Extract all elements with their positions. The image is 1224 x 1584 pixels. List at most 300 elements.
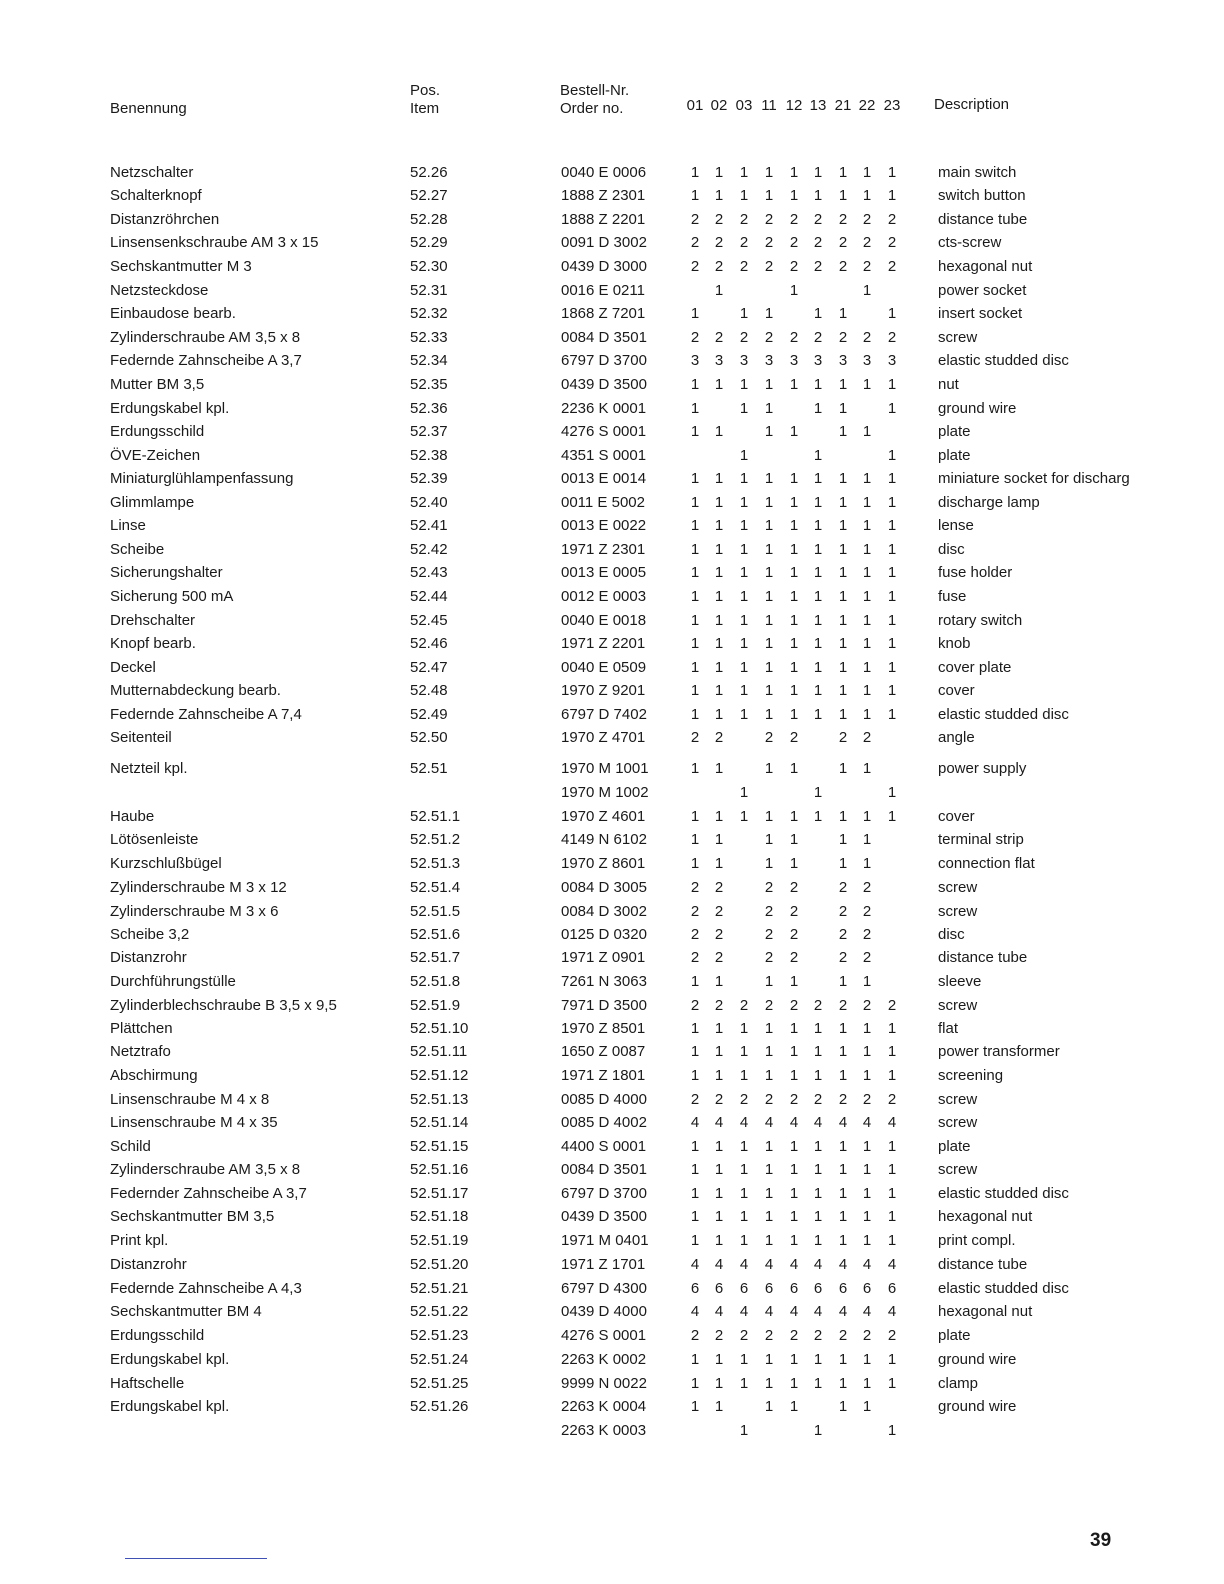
quantity-cell: 1 — [714, 973, 724, 990]
item-number: 52.26 — [410, 164, 448, 181]
order-number: 4276 S 0001 — [561, 1327, 647, 1344]
quantity-cell: 1 — [764, 305, 774, 322]
quantity-cell: 1 — [690, 1161, 700, 1178]
quantity-cell: 1 — [690, 541, 700, 558]
part-name: Deckel — [110, 659, 156, 676]
quantity-cell: 1 — [838, 831, 848, 848]
part-name: Scheibe — [110, 541, 165, 558]
table-row — [0, 829, 1224, 851]
quantity-cell: 1 — [690, 423, 700, 440]
item-number: 52.51.9 — [410, 997, 461, 1014]
item-number: 52.28 — [410, 211, 448, 228]
quantity-cell: 2 — [789, 1091, 799, 1108]
quantity-cell: 1 — [690, 517, 700, 534]
part-description: ground wire — [938, 1398, 1017, 1415]
table-row — [0, 1254, 1224, 1276]
part-description: ground wire — [938, 1351, 1017, 1368]
quantity-cell: 6 — [690, 1280, 700, 1297]
quantity-cell: 1 — [838, 541, 848, 558]
quantity-cell: 1 — [739, 659, 749, 676]
order-number: 2236 K 0001 — [561, 400, 647, 417]
quantity-cell: 2 — [813, 234, 823, 251]
order-number: 9999 N 0022 — [561, 1375, 647, 1392]
quantity-cell: 4 — [838, 1114, 848, 1131]
part-description: screw — [938, 879, 978, 896]
quantity-cell: 1 — [862, 1375, 872, 1392]
quantity-cell: 4 — [739, 1256, 749, 1273]
quantity-cell: 1 — [838, 494, 848, 511]
quantity-cell: 1 — [887, 447, 897, 464]
item-number: 52.35 — [410, 376, 448, 393]
quantity-cell: 2 — [789, 926, 799, 943]
quantity-cell: 1 — [739, 588, 749, 605]
quantity-cell: 1 — [690, 494, 700, 511]
part-name: ÖVE-Zeichen — [110, 447, 201, 464]
quantity-cell: 1 — [714, 423, 724, 440]
quantity-cell: 1 — [838, 1043, 848, 1060]
order-number: 7261 N 3063 — [561, 973, 647, 990]
quantity-cell: 1 — [838, 470, 848, 487]
quantity-cell: 1 — [690, 706, 700, 723]
quantity-cell: 2 — [789, 879, 799, 896]
quantity-cell: 1 — [690, 1185, 700, 1202]
part-name: Mutter BM 3,5 — [110, 376, 205, 393]
quantity-cell: 2 — [862, 997, 872, 1014]
quantity-cell: 2 — [714, 234, 724, 251]
order-number: 1971 M 0401 — [561, 1232, 649, 1249]
table-row — [0, 806, 1224, 828]
qty-column-header: 12 — [785, 97, 803, 114]
quantity-cell: 1 — [887, 1161, 897, 1178]
quantity-cell: 3 — [887, 352, 897, 369]
quantity-cell: 1 — [789, 423, 799, 440]
quantity-cell: 1 — [714, 635, 724, 652]
item-number: 52.51.24 — [410, 1351, 469, 1368]
quantity-cell: 1 — [813, 784, 823, 801]
quantity-cell: 1 — [764, 164, 774, 181]
quantity-cell: 2 — [764, 903, 774, 920]
quantity-cell: 1 — [764, 470, 774, 487]
quantity-cell: 1 — [789, 635, 799, 652]
table-row — [0, 1065, 1224, 1087]
quantity-cell: 1 — [838, 305, 848, 322]
part-description: sleeve — [938, 973, 982, 990]
quantity-cell: 1 — [813, 187, 823, 204]
order-number: 0091 D 3002 — [561, 234, 647, 251]
quantity-cell: 2 — [838, 729, 848, 746]
order-number: 0084 D 3002 — [561, 903, 647, 920]
quantity-cell: 6 — [789, 1280, 799, 1297]
part-name: Schild — [110, 1138, 151, 1155]
order-number: 1888 Z 2301 — [561, 187, 646, 204]
table-row — [0, 162, 1224, 184]
quantity-cell: 1 — [862, 612, 872, 629]
quantity-cell: 1 — [813, 1232, 823, 1249]
item-number: 52.51.23 — [410, 1327, 469, 1344]
item-number: 52.40 — [410, 494, 448, 511]
part-description: flat — [938, 1020, 959, 1037]
table-row — [0, 327, 1224, 349]
quantity-cell: 1 — [789, 612, 799, 629]
quantity-cell: 2 — [714, 329, 724, 346]
quantity-cell: 4 — [739, 1114, 749, 1131]
quantity-cell: 1 — [789, 1138, 799, 1155]
item-number: 52.51.14 — [410, 1114, 469, 1131]
quantity-cell: 3 — [764, 352, 774, 369]
quantity-cell: 1 — [714, 187, 724, 204]
quantity-cell: 1 — [764, 494, 774, 511]
quantity-cell: 1 — [714, 760, 724, 777]
quantity-cell: 1 — [690, 760, 700, 777]
quantity-cell: 2 — [813, 258, 823, 275]
item-number: 52.51.17 — [410, 1185, 469, 1202]
quantity-cell: 1 — [714, 494, 724, 511]
part-description: terminal strip — [938, 831, 1024, 848]
table-row — [0, 1230, 1224, 1252]
quantity-cell: 4 — [714, 1114, 724, 1131]
quantity-cell: 6 — [764, 1280, 774, 1297]
part-description: distance tube — [938, 211, 1028, 228]
quantity-cell: 1 — [789, 682, 799, 699]
quantity-cell: 1 — [838, 1020, 848, 1037]
order-number: 0085 D 4002 — [561, 1114, 647, 1131]
quantity-cell: 1 — [887, 564, 897, 581]
quantity-cell: 1 — [690, 682, 700, 699]
order-number: 0040 E 0006 — [561, 164, 647, 181]
part-name: Lötösenleiste — [110, 831, 199, 848]
quantity-cell: 2 — [789, 329, 799, 346]
quantity-cell: 2 — [887, 258, 897, 275]
part-description: power supply — [938, 760, 1027, 777]
quantity-cell: 1 — [862, 588, 872, 605]
quantity-cell: 2 — [764, 949, 774, 966]
quantity-cell: 1 — [714, 659, 724, 676]
order-number: 1970 Z 9201 — [561, 682, 646, 699]
item-number: 52.43 — [410, 564, 448, 581]
quantity-cell: 1 — [764, 1020, 774, 1037]
quantity-cell: 1 — [862, 187, 872, 204]
quantity-cell: 1 — [739, 1185, 749, 1202]
table-row — [0, 256, 1224, 278]
quantity-cell: 1 — [838, 423, 848, 440]
part-name: Durchführungstülle — [110, 973, 236, 990]
quantity-cell: 1 — [862, 1351, 872, 1368]
item-number: 52.31 — [410, 282, 448, 299]
quantity-cell: 1 — [838, 1067, 848, 1084]
quantity-cell: 1 — [690, 1375, 700, 1392]
quantity-cell: 2 — [887, 1327, 897, 1344]
qty-column-header: 01 — [686, 97, 704, 114]
table-row — [0, 586, 1224, 608]
part-name: Haube — [110, 808, 155, 825]
item-number: 52.37 — [410, 423, 448, 440]
quantity-cell: 4 — [690, 1256, 700, 1273]
table-row — [0, 610, 1224, 632]
quantity-cell: 1 — [862, 376, 872, 393]
quantity-cell: 1 — [813, 1161, 823, 1178]
quantity-cell: 2 — [789, 1327, 799, 1344]
item-number: 52.51.25 — [410, 1375, 469, 1392]
part-name: Federnder Zahnscheibe A 3,7 — [110, 1185, 307, 1202]
quantity-cell: 1 — [764, 1138, 774, 1155]
item-number: 52.39 — [410, 470, 448, 487]
quantity-cell: 2 — [690, 234, 700, 251]
quantity-cell: 2 — [764, 926, 774, 943]
quantity-cell: 1 — [739, 1232, 749, 1249]
quantity-cell: 1 — [887, 376, 897, 393]
item-number: 52.45 — [410, 612, 448, 629]
item-number: 52.51.1 — [410, 808, 461, 825]
item-number: 52.49 — [410, 706, 448, 723]
part-description: hexagonal nut — [938, 1303, 1033, 1320]
quantity-cell: 1 — [813, 1375, 823, 1392]
quantity-cell: 1 — [789, 760, 799, 777]
quantity-cell: 1 — [739, 706, 749, 723]
item-number: 52.51.8 — [410, 973, 461, 990]
quantity-cell: 2 — [714, 258, 724, 275]
quantity-cell: 1 — [887, 494, 897, 511]
quantity-cell: 1 — [764, 423, 774, 440]
part-description: angle — [938, 729, 975, 746]
quantity-cell: 1 — [714, 612, 724, 629]
quantity-cell: 2 — [789, 258, 799, 275]
quantity-cell: 1 — [714, 164, 724, 181]
table-row — [0, 1301, 1224, 1323]
quantity-cell: 2 — [714, 1327, 724, 1344]
quantity-cell: 1 — [838, 1375, 848, 1392]
order-number: 2263 K 0004 — [561, 1398, 647, 1415]
part-description: screw — [938, 1114, 978, 1131]
order-number: 6797 D 7402 — [561, 706, 647, 723]
quantity-cell: 2 — [739, 258, 749, 275]
quantity-cell: 1 — [813, 682, 823, 699]
table-row — [0, 1183, 1224, 1205]
quantity-cell: 1 — [887, 1043, 897, 1060]
quantity-cell: 1 — [813, 706, 823, 723]
part-description: plate — [938, 423, 971, 440]
part-description: elastic studded disc — [938, 706, 1069, 723]
quantity-cell: 1 — [739, 564, 749, 581]
quantity-cell: 1 — [887, 470, 897, 487]
quantity-cell: 1 — [714, 376, 724, 393]
quantity-cell: 4 — [690, 1114, 700, 1131]
table-row — [0, 539, 1224, 561]
quantity-cell: 2 — [739, 211, 749, 228]
table-row — [0, 853, 1224, 875]
quantity-cell: 3 — [714, 352, 724, 369]
part-description: knob — [938, 635, 971, 652]
quantity-cell: 6 — [714, 1280, 724, 1297]
quantity-cell: 1 — [739, 541, 749, 558]
quantity-cell: 1 — [813, 1020, 823, 1037]
quantity-cell: 6 — [739, 1280, 749, 1297]
quantity-cell: 1 — [887, 1422, 897, 1439]
quantity-cell: 1 — [714, 855, 724, 872]
part-description: screw — [938, 1091, 978, 1108]
table-row — [0, 374, 1224, 396]
table-row — [0, 398, 1224, 420]
part-description: plate — [938, 1138, 971, 1155]
quantity-cell: 2 — [690, 258, 700, 275]
quantity-cell: 2 — [764, 1327, 774, 1344]
part-description: ground wire — [938, 400, 1017, 417]
quantity-cell: 2 — [764, 258, 774, 275]
qty-column-header: 23 — [883, 97, 901, 114]
quantity-cell: 1 — [764, 706, 774, 723]
quantity-cell: 1 — [739, 1208, 749, 1225]
part-name: Netztrafo — [110, 1043, 171, 1060]
quantity-cell: 2 — [862, 903, 872, 920]
quantity-cell: 4 — [690, 1303, 700, 1320]
quantity-cell: 1 — [764, 1375, 774, 1392]
quantity-cell: 1 — [739, 1351, 749, 1368]
part-name: Schalterknopf — [110, 187, 202, 204]
footer-rule — [125, 1558, 267, 1559]
quantity-cell: 1 — [789, 470, 799, 487]
quantity-cell: 1 — [739, 1375, 749, 1392]
quantity-cell: 2 — [764, 211, 774, 228]
quantity-cell: 1 — [714, 1398, 724, 1415]
table-row — [0, 303, 1224, 325]
quantity-cell: 1 — [862, 635, 872, 652]
quantity-cell: 1 — [764, 973, 774, 990]
quantity-cell: 1 — [690, 305, 700, 322]
part-name: Zylinderblechschraube B 3,5 x 9,5 — [110, 997, 337, 1014]
quantity-cell: 1 — [887, 808, 897, 825]
order-number: 1971 Z 2201 — [561, 635, 646, 652]
quantity-cell: 2 — [690, 879, 700, 896]
qty-column-header: 02 — [710, 97, 728, 114]
item-number: 52.51.19 — [410, 1232, 469, 1249]
order-number: 1970 Z 8601 — [561, 855, 646, 872]
quantity-cell: 1 — [714, 682, 724, 699]
part-name: Zylinderschraube AM 3,5 x 8 — [110, 329, 301, 346]
quantity-cell: 1 — [887, 588, 897, 605]
quantity-cell: 6 — [813, 1280, 823, 1297]
item-number: 52.51.7 — [410, 949, 461, 966]
quantity-cell: 1 — [739, 1422, 749, 1439]
quantity-cell: 1 — [714, 1138, 724, 1155]
quantity-cell: 2 — [838, 949, 848, 966]
quantity-cell: 6 — [887, 1280, 897, 1297]
item-number: 52.51.3 — [410, 855, 461, 872]
quantity-cell: 1 — [838, 517, 848, 534]
part-name: Seitenteil — [110, 729, 172, 746]
quantity-cell: 1 — [789, 1161, 799, 1178]
quantity-cell: 1 — [838, 564, 848, 581]
item-number: 52.51.13 — [410, 1091, 469, 1108]
quantity-cell: 4 — [764, 1303, 774, 1320]
table-row — [0, 1018, 1224, 1040]
order-number: 0125 D 0320 — [561, 926, 647, 943]
page-number: 39 — [1090, 1530, 1112, 1551]
quantity-cell: 1 — [690, 1043, 700, 1060]
quantity-cell: 2 — [714, 903, 724, 920]
quantity-cell: 1 — [739, 164, 749, 181]
quantity-cell: 1 — [690, 973, 700, 990]
quantity-cell: 1 — [887, 682, 897, 699]
quantity-cell: 1 — [690, 1398, 700, 1415]
table-row — [0, 1206, 1224, 1228]
quantity-cell: 2 — [690, 926, 700, 943]
quantity-cell: 1 — [690, 164, 700, 181]
quantity-cell: 3 — [789, 352, 799, 369]
quantity-cell: 1 — [813, 564, 823, 581]
quantity-cell: 1 — [739, 784, 749, 801]
quantity-cell: 2 — [813, 997, 823, 1014]
quantity-cell: 2 — [789, 903, 799, 920]
item-number: 52.50 — [410, 729, 448, 746]
table-row — [0, 901, 1224, 923]
part-name: Zylinderschraube M 3 x 12 — [110, 879, 287, 896]
order-number: 1971 Z 0901 — [561, 949, 646, 966]
quantity-cell: 1 — [789, 1398, 799, 1415]
quantity-cell: 1 — [838, 973, 848, 990]
table-row — [0, 1159, 1224, 1181]
part-description: plate — [938, 1327, 971, 1344]
quantity-cell: 1 — [887, 1232, 897, 1249]
quantity-cell: 4 — [739, 1303, 749, 1320]
quantity-cell: 1 — [838, 400, 848, 417]
quantity-cell: 2 — [690, 329, 700, 346]
part-name: Sechskantmutter BM 3,5 — [110, 1208, 275, 1225]
quantity-cell: 1 — [739, 470, 749, 487]
quantity-cell: 2 — [714, 926, 724, 943]
item-number: 52.42 — [410, 541, 448, 558]
quantity-cell: 2 — [862, 234, 872, 251]
quantity-cell: 1 — [714, 1232, 724, 1249]
order-number: 0084 D 3501 — [561, 329, 647, 346]
part-name: Print kpl. — [110, 1232, 169, 1249]
quantity-cell: 1 — [789, 282, 799, 299]
quantity-cell: 3 — [862, 352, 872, 369]
table-row — [0, 1089, 1224, 1111]
quantity-cell: 1 — [838, 612, 848, 629]
quantity-cell: 2 — [690, 211, 700, 228]
quantity-cell: 1 — [862, 1161, 872, 1178]
quantity-cell: 2 — [887, 211, 897, 228]
quantity-cell: 1 — [838, 808, 848, 825]
quantity-cell: 1 — [838, 1185, 848, 1202]
quantity-cell: 1 — [887, 1067, 897, 1084]
part-name: Zylinderschraube M 3 x 6 — [110, 903, 279, 920]
quantity-cell: 1 — [739, 447, 749, 464]
item-number: 52.51.12 — [410, 1067, 469, 1084]
item-number: 52.51.6 — [410, 926, 461, 943]
part-description: disc — [938, 926, 965, 943]
quantity-cell: 4 — [764, 1114, 774, 1131]
part-name: Drehschalter — [110, 612, 196, 629]
quantity-cell: 1 — [887, 1208, 897, 1225]
order-number: 0439 D 3500 — [561, 376, 647, 393]
quantity-cell: 1 — [739, 494, 749, 511]
order-number: 4276 S 0001 — [561, 423, 647, 440]
quantity-cell: 1 — [764, 635, 774, 652]
quantity-cell: 1 — [764, 1161, 774, 1178]
quantity-cell: 1 — [690, 400, 700, 417]
quantity-cell: 4 — [813, 1256, 823, 1273]
item-number: 52.47 — [410, 659, 448, 676]
quantity-cell: 1 — [887, 541, 897, 558]
item-number: 52.51.4 — [410, 879, 461, 896]
quantity-cell: 1 — [764, 1232, 774, 1249]
quantity-cell: 2 — [764, 234, 774, 251]
quantity-cell: 2 — [838, 1327, 848, 1344]
item-number: 52.51.20 — [410, 1256, 469, 1273]
table-row — [0, 209, 1224, 231]
quantity-cell: 1 — [862, 855, 872, 872]
quantity-cell: 1 — [813, 1138, 823, 1155]
